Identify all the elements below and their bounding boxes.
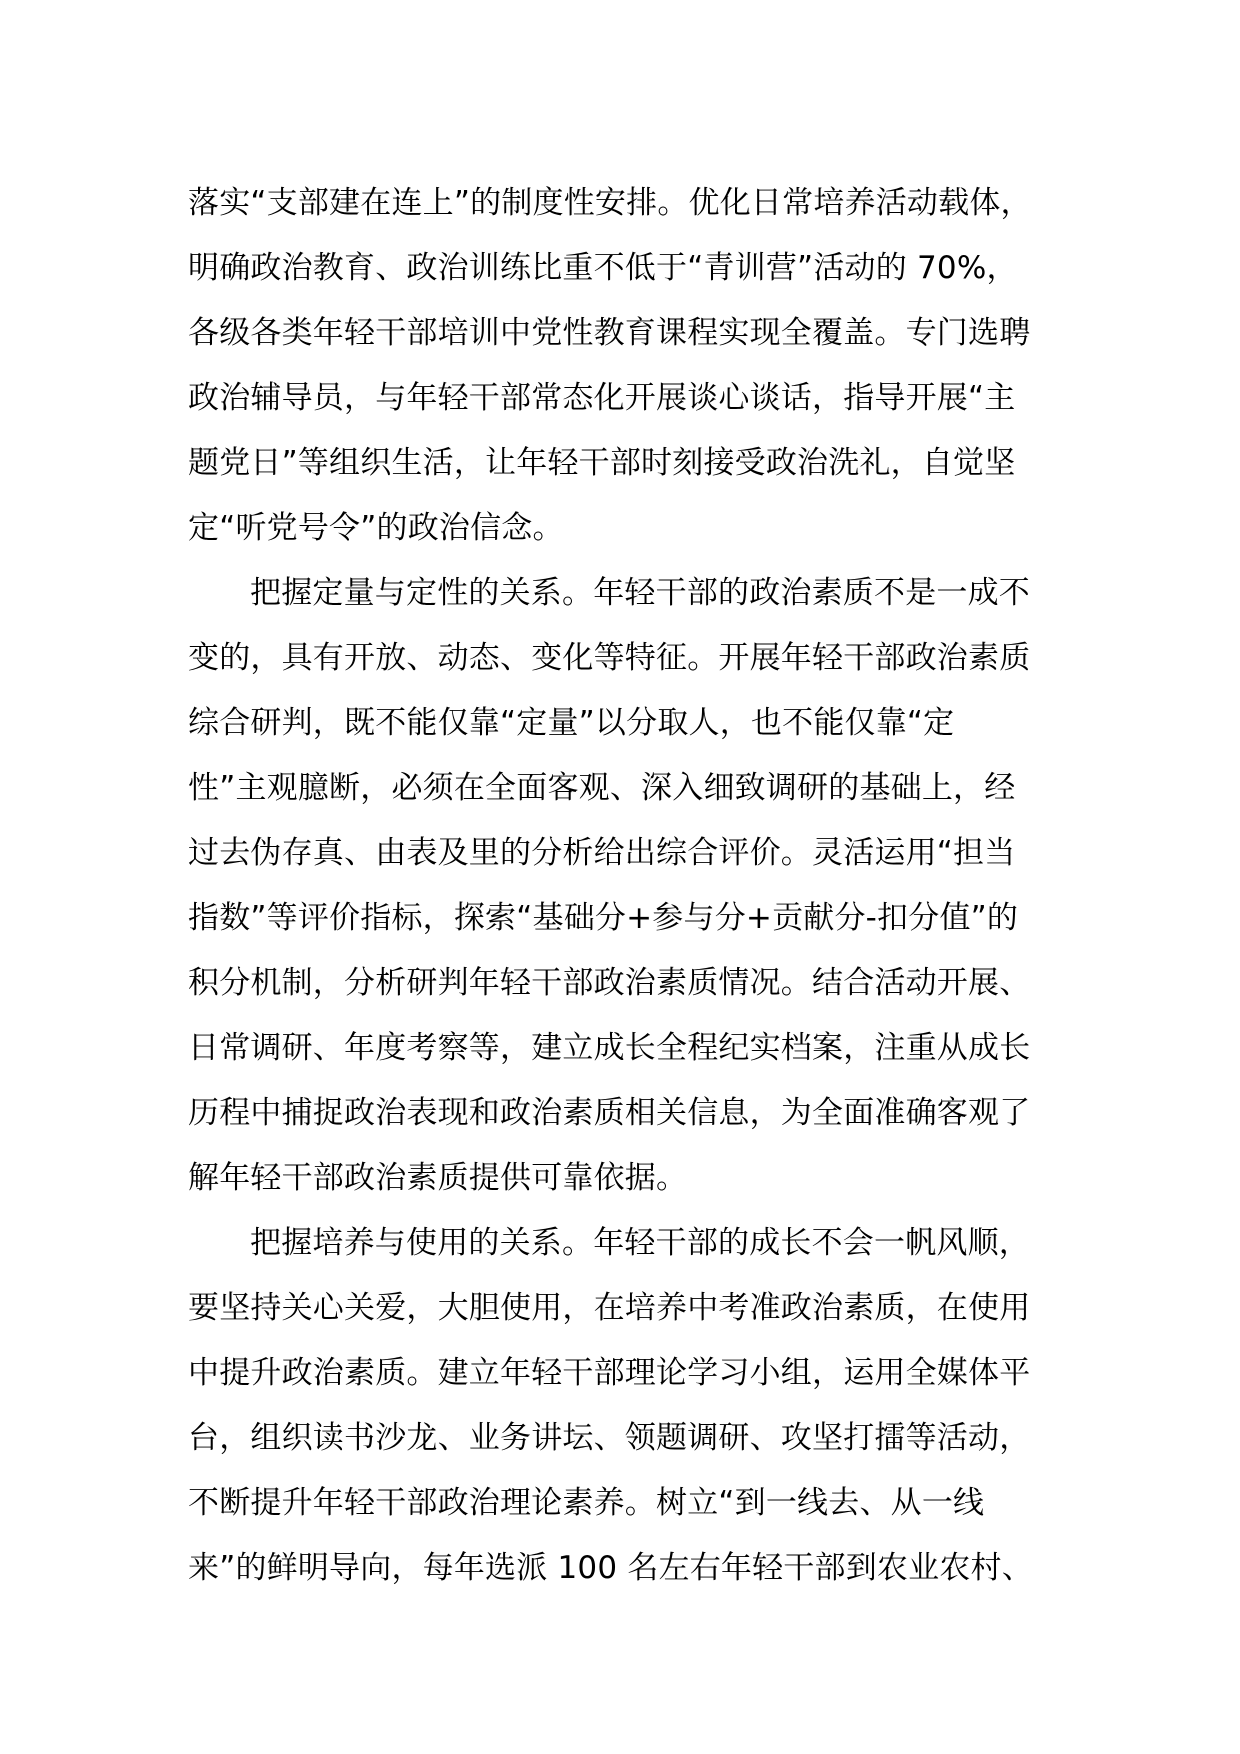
paragraph-2-line-5: 过去伪存真、由表及里的分析给出综合评价。灵活运用“担当 [188, 835, 1016, 871]
paragraph-2-line-4: 性”主观臆断，必须在全面客观、深入细致调研的基础上，经 [188, 770, 1016, 806]
paragraph-2-line-2: 变的，具有开放、动态、变化等特征。开展年轻干部政治素质 [188, 640, 1031, 676]
paragraph-1-line-6: 定“听党号令”的政治信念。 [188, 510, 564, 546]
paragraph-2-line-6: 指数”等评价指标，探索“基础分+参与分+贡献分-扣分值”的 [188, 900, 1019, 936]
paragraph-1-line-2: 明确政治教育、政治训练比重不低于“青训营”活动的 70%， [188, 250, 1018, 286]
paragraph-3-line-3: 中提升政治素质。建立年轻干部理论学习小组，运用全媒体平 [188, 1355, 1031, 1391]
paragraph-3-line-5: 不断提升年轻干部政治理论素养。树立“到一线去、从一线 [188, 1485, 985, 1521]
paragraph-3-line-2: 要坚持关心关爱，大胆使用，在培养中考准政治素质，在使用 [188, 1290, 1031, 1326]
paragraph-2-line-3: 综合研判，既不能仅靠“定量”以分取人，也不能仅靠“定 [188, 705, 955, 741]
paragraph-2-line-1: 把握定量与定性的关系。年轻干部的政治素质不是一成不 [250, 575, 1030, 611]
paragraph-2-line-8: 日常调研、年度考察等，建立成长全程纪实档案，注重从成长 [188, 1030, 1031, 1066]
paragraph-3-line-1: 把握培养与使用的关系。年轻干部的成长不会一帆风顺， [250, 1225, 1030, 1261]
paragraph-1-line-1: 落实“支部建在连上”的制度性安排。优化日常培养活动载体， [188, 185, 1032, 221]
paragraph-1-line-3: 各级各类年轻干部培训中党性教育课程实现全覆盖。专门选聘 [188, 315, 1031, 351]
paragraph-1-line-5: 题党日”等组织生活，让年轻干部时刻接受政治洗礼，自觉坚 [188, 445, 1016, 481]
paragraph-2-line-10: 解年轻干部政治素质提供可靠依据。 [188, 1160, 688, 1196]
paragraph-3-line-6: 来”的鲜明导向，每年选派 100 名左右年轻干部到农业农村、 [188, 1550, 1033, 1586]
paragraph-3-line-4: 台，组织读书沙龙、业务讲坛、领题调研、攻坚打擂等活动， [188, 1420, 1031, 1456]
paragraph-2-line-9: 历程中捕捉政治表现和政治素质相关信息，为全面准确客观了 [188, 1095, 1031, 1131]
paragraph-2-line-7: 积分机制，分析研判年轻干部政治素质情况。结合活动开展、 [188, 965, 1031, 1001]
body-text [188, 171, 1068, 1601]
paragraph-1-line-4: 政治辅导员，与年轻干部常态化开展谈心谈话，指导开展“主 [188, 380, 1016, 416]
